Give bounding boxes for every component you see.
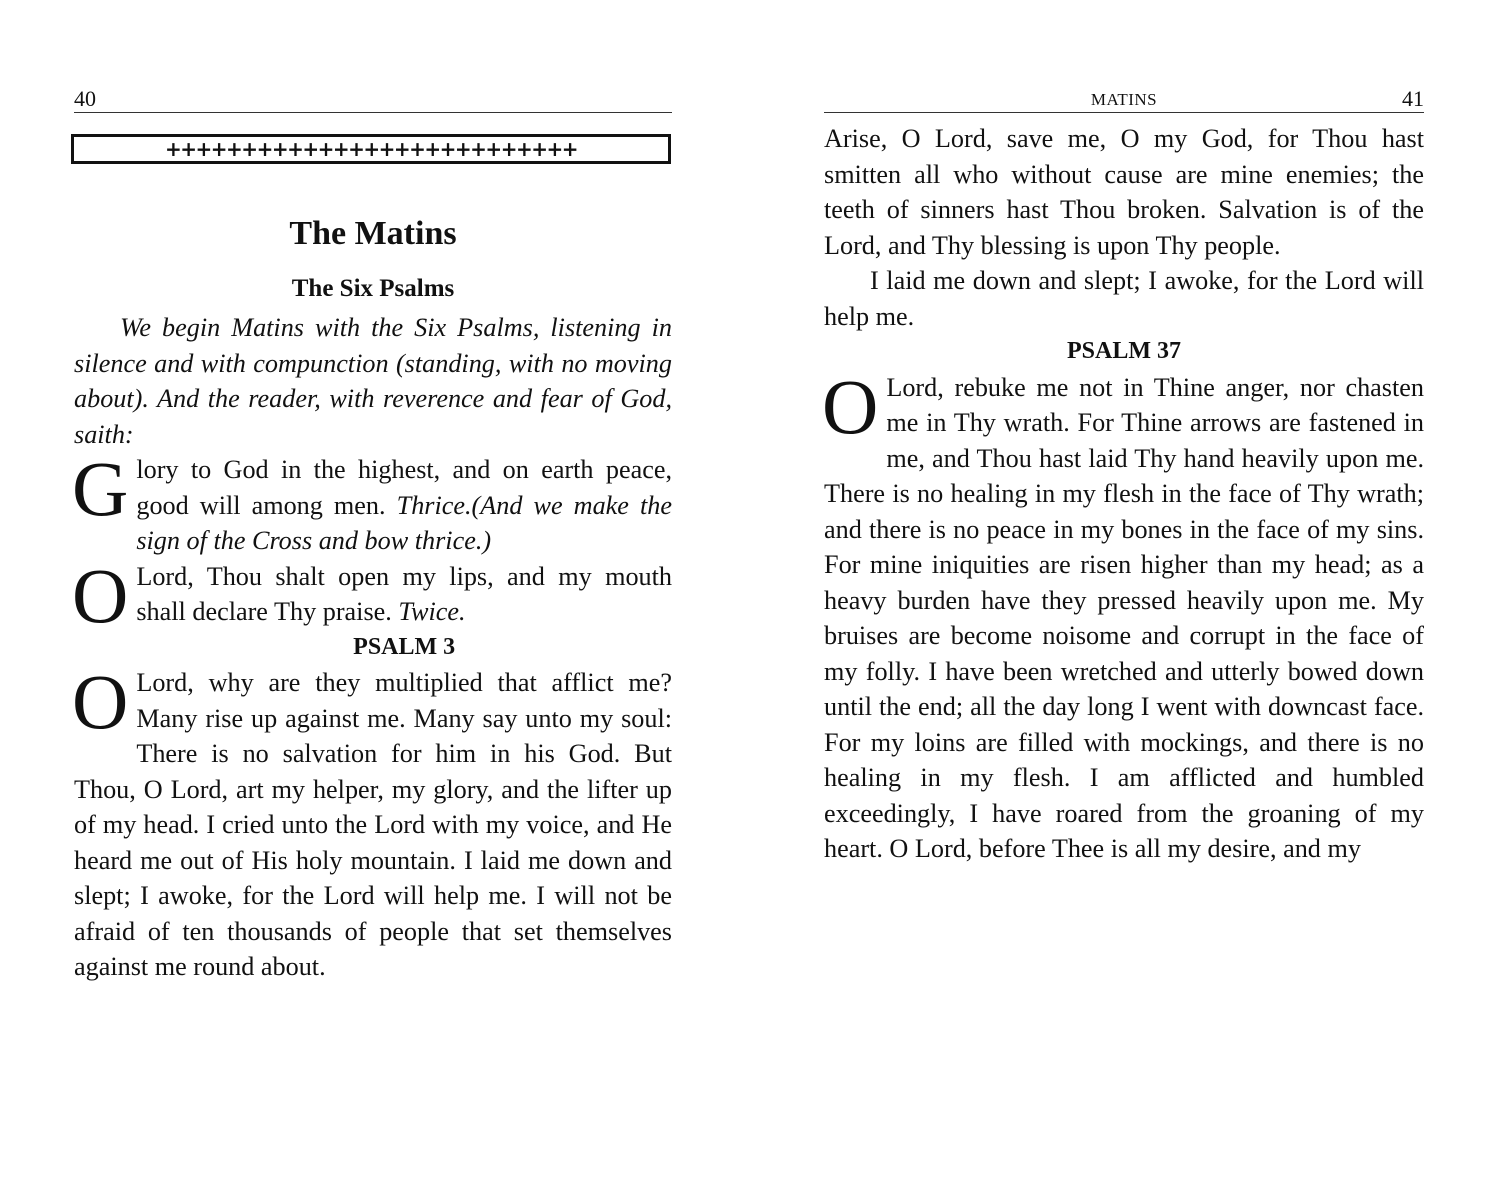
gloria-rubric: Thrice.(And we make the sign of the Cross and bow thrice.) [136,490,672,555]
section-title: The Six Psalms [291,275,455,302]
right-body [824,121,1424,867]
drop-cap: O [72,551,129,639]
page-number: 40 [74,86,96,111]
lips-paragraph [72,551,672,639]
drop-cap: O [72,658,129,745]
psalm-3-paragraph [72,658,672,985]
lips-text: Lord, Thou shalt open my lips, and my mouth shall declare Thy praise. [136,561,672,626]
psalm-heading: PSALM 37 [1067,338,1181,364]
psalm-37-text: Lord, rebuke me not in Thine anger, nor chasten me in Thy wrath. For Thine arrows are fastened in me, and Thou hast laid Thy hand heavily upon me. There is no healing in my flesh in the face of Thy wrath; and there is no peace in my bones in the face of my sins. For mine iniquities are risen higher than my head; as a heavy burden have they pressed heavily upon me. My bruises are become noisome and corrupt in the face of my folly. I have been wretched and utterly bowed down until the end; all the day long I went with downcast face. For my loins are filled with mockings, and there is no healing in my flesh. I am afflicted and humbled exceedingly, I have roared from the groaning of my heart. O Lord, before Thee is all my desire, and my [824,372,1424,863]
running-head-title: MATINS [1090,90,1158,109]
chapter-title: The Matins [289,215,457,252]
page-number: 41 [1402,86,1424,111]
psalm-heading: PSALM 3 [353,633,456,660]
lips-rubric: Twice. [398,597,466,626]
cross-ornament-band [71,134,671,164]
gloria-text: lory to God in the highest, and on earth peace, good will among men. [136,455,672,520]
rubric-paragraph: We begin Matins with the Six Psalms, listening in silence and with compunction (standing, with no moving about). And the reader, with reverence and fear of God, saith: [74,313,672,449]
cross-icon-row: +++++++++++++++++++++++++++ [165,137,577,161]
running-head-left [74,86,672,113]
drop-cap: G [72,445,129,532]
psalm-37-paragraph [822,362,1424,867]
psalm-3-text: Lord, why are they multiplied that afflict me? Many rise up against me. Many say unto my soul: There is no salvation for him in his God. But Thou, O Lord, art my helper, my glory, and the lifter up of my head. I cried unto the Lord with my voice, and He heard me out of His holy mountain. I laid me down and slept; I awoke, for the Lord will help me. I will not be afraid of ten thousands of people that set themselves against me round about. [74,668,672,981]
left-body [74,310,672,985]
continuation-paragraph: Arise, O Lord, save me, O my God, for Thou hast smitten all who without cause are mine enemies; the teeth of sinners hast Thou broken. Salvation is of the Lord, and Thy blessing is upon Thy people. [824,124,1424,260]
running-head-right [824,86,1424,113]
drop-cap: O [822,362,879,450]
gloria-paragraph [72,445,672,559]
verse-paragraph: I laid me down and slept; I awoke, for the Lord will help me. [824,266,1424,331]
